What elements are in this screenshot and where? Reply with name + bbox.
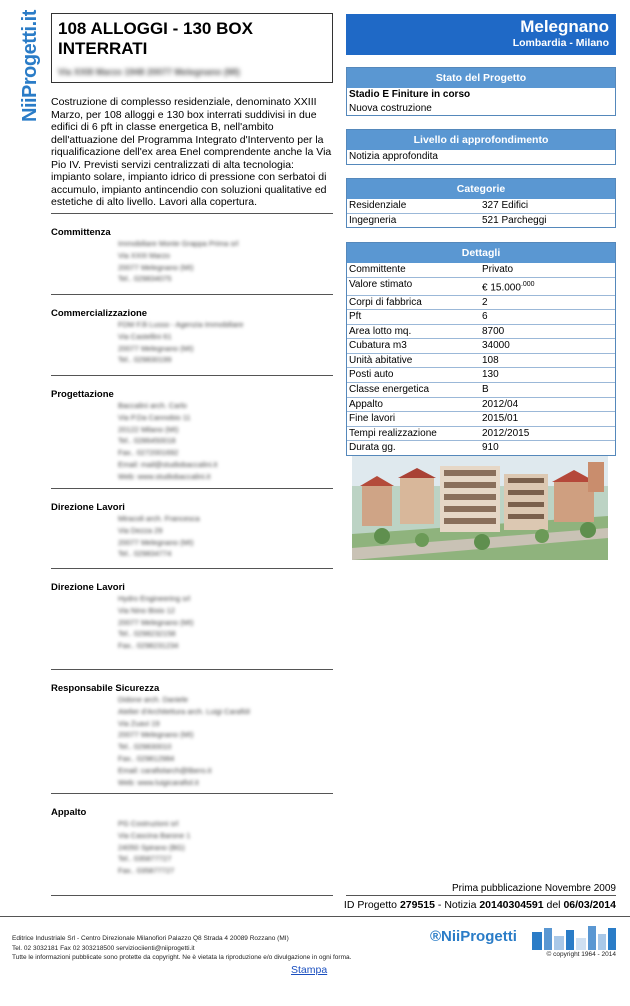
detail-value <box>482 354 615 368</box>
detail-key: Residenziale <box>349 200 407 211</box>
copyright: © copyright 1964 - 2014 <box>546 951 616 958</box>
title-box <box>51 13 333 83</box>
detail-value <box>482 383 615 397</box>
section-contact-details <box>118 319 333 366</box>
contact-line: Email: mail@studiobaccalini.it <box>118 459 218 469</box>
contact-line: Tel.. 0286450018 <box>118 436 176 446</box>
project-description: Costruzione di complesso residenziale, denominato XXIII Marzo, per 108 alloggi e 130 box interrati suddivisi in due edifici di 6 pft in classe energetica B, nell'ambito dell'attuazione del Programma Integrato d'Intervento per la riqualificazione dell'ex area Enel comprendente anche la Via Pio IV. Previsti servizi centralizzati di alta tecnologia: impianto solare, impianto idrico di pressione con serbatoi di accumulo, impianto antincendio con soluzioni qualitative ed estetiche di alto livello. Lavori alla copertura. <box>51 96 332 208</box>
contact-line: Web: www.studiobaccalini.it <box>118 471 211 481</box>
contact-line: Tel.. 035877727 <box>118 854 172 864</box>
contact-line: Via Castellini 61 <box>118 331 172 341</box>
contact-line: Via Cascina Barone 1 <box>118 830 191 840</box>
contact-line: 20077 Melegnano (MI) <box>118 730 194 740</box>
stato-type: Nuova costruzione <box>349 102 432 114</box>
contact-line: Via XXIII Marzo <box>118 250 170 260</box>
dettagli-header: Dettagli <box>347 243 615 263</box>
detail-value-text: 2012/2015 <box>482 427 530 439</box>
section-divider <box>51 895 333 896</box>
section-title: Committenza <box>51 227 111 238</box>
dettagli-box <box>346 242 616 456</box>
section-divider <box>51 294 333 295</box>
detail-value-text: 130 <box>482 369 499 381</box>
contact-line: 24050 Spirano (BG) <box>118 842 185 852</box>
first-publication: Prima pubblicazione Novembre 2009 <box>452 883 616 894</box>
contact-line: Tel.. 029830010 <box>118 742 172 752</box>
contact-line: Via Nino Bixio 12 <box>118 605 175 615</box>
detail-key: Pft <box>349 311 362 323</box>
detail-value-text: B <box>482 384 489 396</box>
contact-line: 20077 Melegnano (MI) <box>118 617 194 627</box>
detail-value-text: 2015/01 <box>482 413 519 425</box>
contact-line: Tel.. 029834075 <box>118 274 172 284</box>
detail-row <box>347 440 615 455</box>
contact-line: 20077 Melegnano (MI) <box>118 262 194 272</box>
project-title: 108 ALLOGGI - 130 BOX INTERRATI <box>58 19 253 58</box>
detail-key: Valore stimato <box>349 278 413 290</box>
contact-line: Baccalini arch. Carlo <box>118 401 187 410</box>
detail-value-text: 521 Parcheggi <box>482 214 547 226</box>
contact-line: Fax.. 035877727 <box>118 866 175 876</box>
detail-value <box>482 199 615 213</box>
detail-value <box>482 325 615 339</box>
detail-value <box>482 441 615 455</box>
footer-divider <box>346 895 616 896</box>
section-title: Appalto <box>51 807 87 818</box>
section-divider <box>51 488 333 489</box>
section-contact-details <box>118 513 333 560</box>
detail-key: Tempi realizzazione <box>349 427 437 439</box>
section-title: Responsabile Sicurezza <box>51 683 160 694</box>
section-divider <box>51 375 333 376</box>
detail-value-text: 327 Edifici <box>482 200 529 211</box>
section-contact-details <box>118 694 333 788</box>
detail-value <box>482 310 615 324</box>
contact-line: 20077 Melegnano (MI) <box>118 343 194 353</box>
detail-value <box>482 263 615 277</box>
section-contact-details <box>118 400 333 483</box>
contact-line: Didone arch. Daniele <box>118 695 189 704</box>
detail-row <box>347 295 615 310</box>
company-contacts: Tel. 02 3032181 Fax 02 303218500 serviziociienti@niiprogetti.it <box>12 944 195 952</box>
detail-key: Area lotto mq. <box>349 325 412 337</box>
detail-value-text: 34000 <box>482 340 510 352</box>
contact-line: Tel.. 029830199 <box>118 355 172 365</box>
detail-value-text: 2 <box>482 296 488 308</box>
detail-value <box>482 214 615 228</box>
detail-key: Durata gg. <box>349 442 396 454</box>
footer-divider-full <box>0 916 630 917</box>
detail-key: Committente <box>349 264 406 275</box>
vertical-logo <box>16 10 44 122</box>
contact-line: Hydro Engineering srl <box>118 594 191 603</box>
categorie-rows <box>347 199 615 227</box>
contact-line: Miracoli arch. Francesca <box>118 514 200 523</box>
livello-header: Livello di approfondimento <box>347 130 615 150</box>
section-title: Direzione Lavori <box>51 502 125 513</box>
notizia-prefix: - Notizia <box>434 899 480 911</box>
detail-value-text: 2012/04 <box>482 398 519 410</box>
logo-text: NiiProgetti.it <box>19 10 41 122</box>
notizia-id: 20140304591 <box>479 899 544 911</box>
location-box <box>346 14 616 55</box>
detail-row <box>347 277 615 295</box>
detail-key: Unità abitative <box>349 354 413 366</box>
detail-value <box>482 296 615 310</box>
section-contact-details <box>118 593 333 652</box>
detail-value <box>482 368 615 382</box>
detail-value-sup: .000 <box>520 280 535 288</box>
detail-key: Fine lavori <box>349 413 396 425</box>
detail-row <box>347 199 615 213</box>
dettagli-rows <box>347 263 615 455</box>
contact-line: Tel.. 0298232158 <box>118 629 176 639</box>
detail-value-text: € 15.000 <box>482 281 521 293</box>
detail-value-text: 108 <box>482 354 499 366</box>
del-prefix: del <box>543 899 564 911</box>
detail-row <box>347 263 615 277</box>
detail-value-text: 8700 <box>482 325 505 337</box>
project-id: 279515 <box>399 899 435 911</box>
brand-logo: ®NiiProgetti <box>430 928 517 945</box>
livello-value: Notizia approfondita <box>349 151 438 162</box>
categorie-box <box>346 178 616 228</box>
contact-line: 20077 Melegnano (MI) <box>118 537 194 547</box>
detail-key: Corpi di fabbrica <box>349 296 422 308</box>
contact-line: Fax.. 0272001692 <box>118 448 179 458</box>
detail-value <box>482 278 615 295</box>
section-contact-details <box>118 818 333 877</box>
detail-value-text: 910 <box>482 442 499 454</box>
detail-value-text: Privato <box>482 264 514 275</box>
detail-key: Appalto <box>349 398 383 410</box>
detail-key: Cubatura m3 <box>349 340 407 352</box>
city-skyline-icon <box>532 924 616 950</box>
detail-row <box>347 324 615 339</box>
section-divider <box>51 669 333 670</box>
categorie-header: Categorie <box>347 179 615 199</box>
id-prefix: ID Progetto <box>343 899 400 911</box>
stato-box <box>346 67 616 116</box>
contact-line: Via Dezza 29 <box>118 525 163 535</box>
project-id-line <box>344 899 616 911</box>
section-title: Commercializzazione <box>51 308 148 319</box>
detail-row <box>347 397 615 412</box>
location-city: Melegnano <box>520 17 609 36</box>
contact-line: Tel.. 029834774 <box>118 549 172 559</box>
project-rendering-image <box>352 456 608 560</box>
detail-key: Classe energetica <box>349 384 430 396</box>
detail-row <box>347 367 615 382</box>
stato-phase: Stadio E Finiture in corso <box>349 89 471 100</box>
contact-line: Via P.Da Cannobio 11 <box>118 412 191 422</box>
company-address: Editrice Industriale Srl - Centro Direzionale Milanofiori Palazzo Q8 Strada 4 20089 Rozzano (MI) <box>12 935 289 942</box>
detail-row <box>347 353 615 368</box>
stato-header: Stato del Progetto <box>347 68 615 88</box>
section-divider <box>51 793 333 794</box>
contact-line: 20122 Milano (MI) <box>118 424 179 434</box>
detail-row <box>347 411 615 426</box>
detail-row <box>347 426 615 441</box>
section-title: Direzione Lavori <box>51 582 125 593</box>
section-divider <box>51 568 333 569</box>
contact-line: Atelier d'Architettura arch. Luigi Carafiòl <box>118 706 250 716</box>
detail-value <box>482 339 615 353</box>
contact-line: Fax.. 029812984 <box>118 753 175 763</box>
contact-line: Immobiliare Monte Grappa Prima srl <box>118 239 239 248</box>
detail-value <box>482 398 615 412</box>
detail-row <box>347 338 615 353</box>
detail-row <box>347 213 615 228</box>
contact-line: Fax.. 0298231234 <box>118 641 179 651</box>
detail-key: Ingegneria <box>349 214 397 226</box>
print-link[interactable]: Stampa <box>291 964 328 976</box>
company-info <box>12 934 351 963</box>
section-contact-details <box>118 238 333 285</box>
contact-line: Email: carafiolarch@libero.it <box>118 765 212 775</box>
copyright-notice: Tutte le informazioni pubblicate sono protette da copyright. Ne è vietata la riproduzione e/o divulgazione in ogni forma. <box>12 954 352 961</box>
livello-box <box>346 129 616 165</box>
notizia-date: 06/03/2014 <box>563 899 616 911</box>
contact-line: Via Zuavi 19 <box>118 718 160 728</box>
detail-key: Posti auto <box>349 369 394 381</box>
detail-row <box>347 309 615 324</box>
contact-line: FDM F.lli Lusso - Agenzia Immobiliare <box>118 320 244 329</box>
detail-value <box>482 412 615 426</box>
location-region: Lombardia - Milano <box>512 37 609 49</box>
contact-line: Web: www.luigicarafiol.it <box>118 777 199 787</box>
section-title: Progettazione <box>51 389 114 400</box>
section-divider <box>51 213 333 214</box>
detail-row <box>347 382 615 397</box>
detail-value-text: 6 <box>482 311 488 323</box>
project-address: Via XXIII Marzo 1948 20077 Melegnano (MI) <box>58 67 240 77</box>
detail-value <box>482 427 615 441</box>
contact-line: PG Costruzioni srl <box>118 819 179 828</box>
